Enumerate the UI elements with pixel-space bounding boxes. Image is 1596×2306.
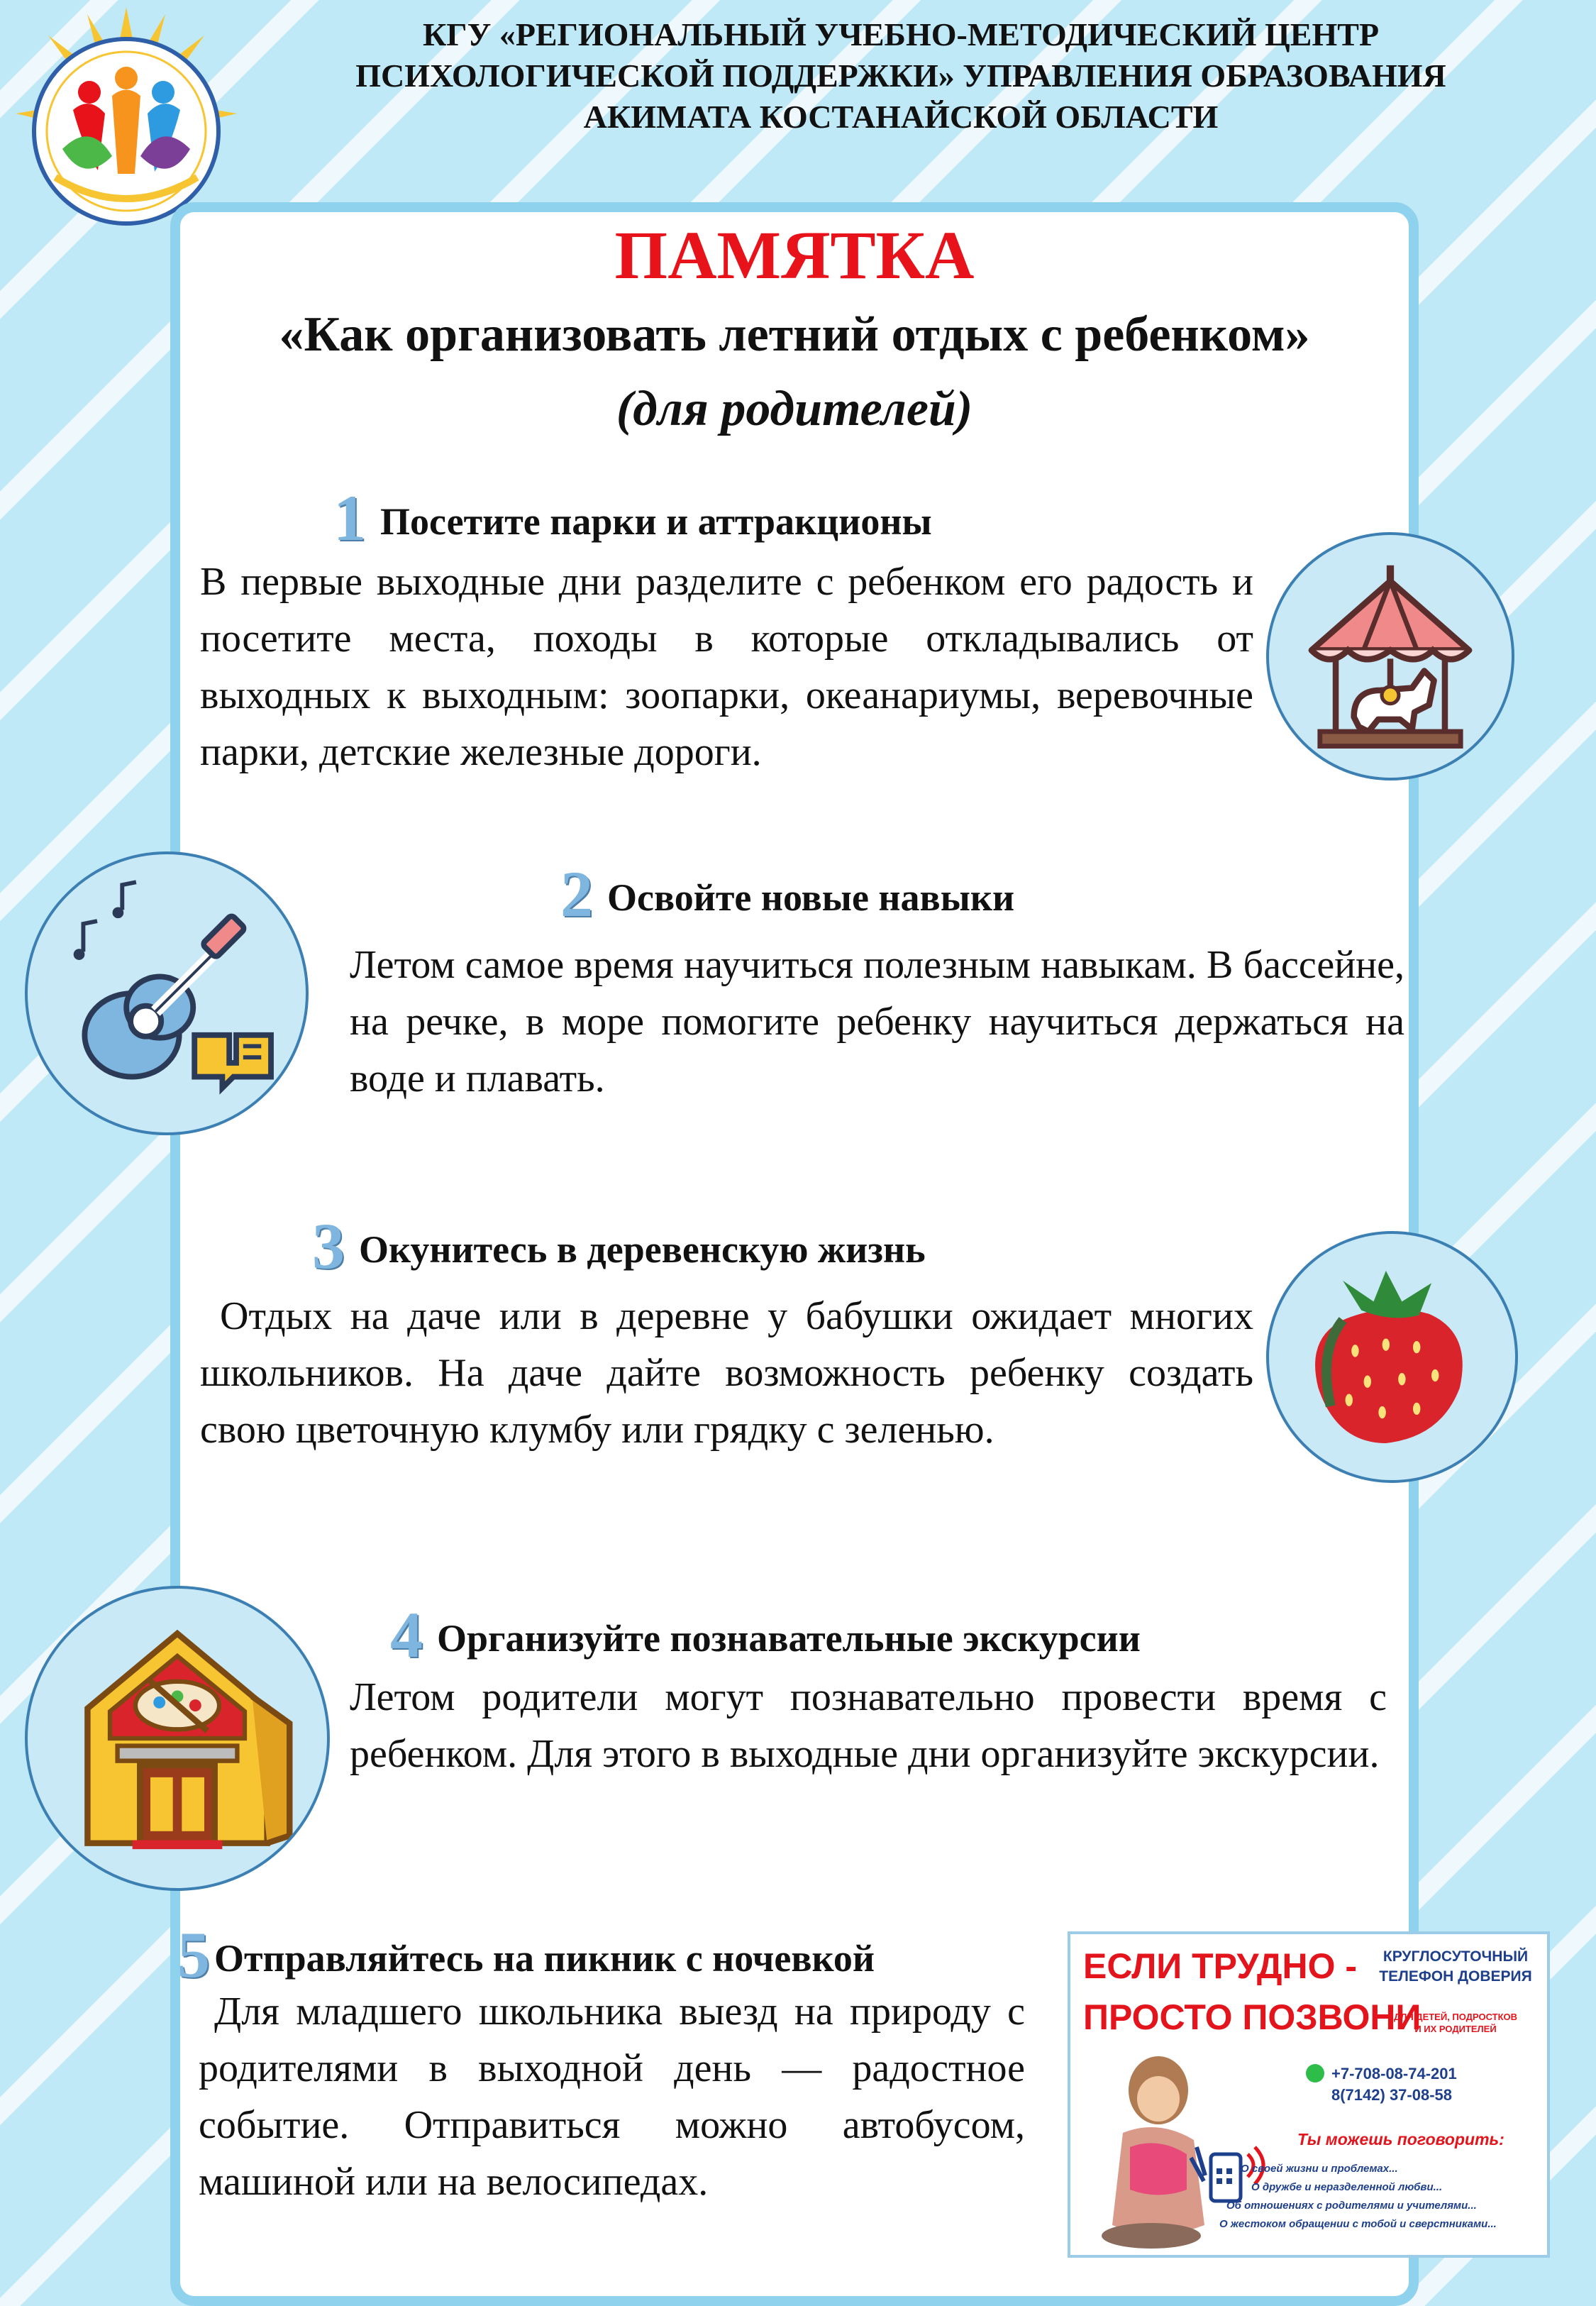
tip-1-heading	[333, 482, 932, 554]
tip-4-title: Организуйте познавательные экскурсии	[437, 1617, 1141, 1660]
tip-4-heading	[390, 1599, 1141, 1671]
helpline-topics	[1219, 2160, 1550, 2234]
tip-5-text: Для младшего школьника выезд на природу с родителями в выходной день — радостное событие. Отправиться можно автобусом, машиной или на велосипедах.	[199, 1990, 1025, 2204]
tip-3-icon-circle	[1266, 1231, 1518, 1483]
carousel-icon	[1269, 535, 1512, 778]
helpline-service	[1374, 1947, 1537, 1987]
tip-5-number: 5	[177, 1919, 210, 1991]
topic-item: О своей жизни и проблемах...	[1241, 2163, 1398, 2175]
helpline-talk-title: Ты можешь поговорить:	[1297, 2130, 1504, 2148]
topic-item: О дружбе и неразделенной любви...	[1251, 2181, 1443, 2193]
tip-3-heading	[312, 1210, 926, 1282]
tip-1-icon-circle	[1266, 532, 1514, 780]
tip-2-text: Летом самое время научиться полезным навыкам. В бассейне, на речке, в море помогите ребенку научиться держаться на воде и плавать.	[350, 943, 1404, 1100]
whatsapp-icon	[1306, 2064, 1324, 2082]
tip-4-number: 4	[390, 1599, 423, 1671]
helpline-headline-1: ЕСЛИ ТРУДНО -	[1083, 1946, 1358, 1986]
tip-4-text: Летом родители могут познавательно провести время с ребенком. Для этого в выходные дни организуйте экскурсии.	[350, 1675, 1387, 1776]
tip-1-title: Посетите парки и аттракционы	[380, 500, 932, 543]
strawberry-icon	[1269, 1234, 1515, 1480]
tip-4-icon-circle	[25, 1586, 330, 1891]
tip-5-heading	[177, 1919, 875, 1991]
topic-item: Об отношениях с родителями и учителями...	[1226, 2200, 1477, 2212]
tip-2-title: Освойте новые навыки	[607, 876, 1015, 919]
helpline-audience	[1374, 2011, 1537, 2035]
topic-item: О жестоком обращении с тобой и сверстниками...	[1219, 2218, 1497, 2230]
service-line-2: ТЕЛЕФОН ДОВЕРИЯ	[1379, 1968, 1532, 1985]
tip-1-number: 1	[333, 482, 366, 554]
org-line-3: АКИМАТА КОСТАНАЙСКОЙ ОБЛАСТИ	[583, 99, 1219, 135]
museum-building-icon	[28, 1589, 327, 1888]
tip-2-heading	[560, 858, 1015, 930]
helpline-headline-2: ПРОСТО ПОЗВОНИ	[1083, 1997, 1422, 2037]
tip-5-title: Отправляйтесь на пикник с ночевкой	[214, 1937, 875, 1980]
helpline-phones	[1331, 2063, 1457, 2106]
for-whom-2: И ИХ РОДИТЕЛЕЙ	[1414, 2024, 1497, 2034]
audience-note: (для родителей)	[616, 382, 973, 436]
tip-1-text: В первые выходные дни разделите с ребенком его радость и посетите места, походы в которые откладывались от выходных к выходным: зоопарки, океанариумы, веревочные парки, детские железные дороги.	[200, 560, 1253, 774]
guitar-music-icon	[28, 854, 306, 1132]
center-logo	[13, 7, 240, 234]
org-line-1: КГУ «РЕГИОНАЛЬНЫЙ УЧЕБНО-МЕТОДИЧЕСКИЙ ЦЕНТР	[422, 16, 1380, 53]
tip-3-number: 3	[312, 1210, 345, 1282]
organization-header	[270, 14, 1532, 138]
tip-2-icon-circle	[25, 851, 309, 1135]
sun-people-logo-icon	[13, 7, 240, 234]
for-whom-1: ДЛЯ ДЕТЕЙ, ПОДРОСТКОВ	[1393, 2012, 1518, 2022]
tip-3-text: Отдых на даче или в деревне у бабушки ожидает многих школьников. На даче дайте возможность ребенку создать свою цветочную клумбу или грядку с зеленью.	[200, 1294, 1253, 1452]
helpline-poster	[1068, 1931, 1550, 2258]
service-line-1: КРУГЛОСУТОЧНЫЙ	[1382, 1948, 1529, 1965]
page-title: ПАМЯТКА	[614, 217, 975, 293]
page-subtitle: «Как организовать летний отдых с ребенком»	[279, 307, 1310, 362]
tip-3-title: Окунитесь в деревенскую жизнь	[359, 1228, 926, 1271]
org-line-2: ПСИХОЛОГИЧЕСКОЙ ПОДДЕРЖКИ» УПРАВЛЕНИЯ ОБРАЗОВАНИЯ	[355, 57, 1446, 94]
tip-2-number: 2	[560, 858, 593, 930]
phone-number-1: +7-708-08-74-201	[1331, 2065, 1457, 2082]
phone-number-2: 8(7142) 37-08-58	[1331, 2086, 1453, 2104]
